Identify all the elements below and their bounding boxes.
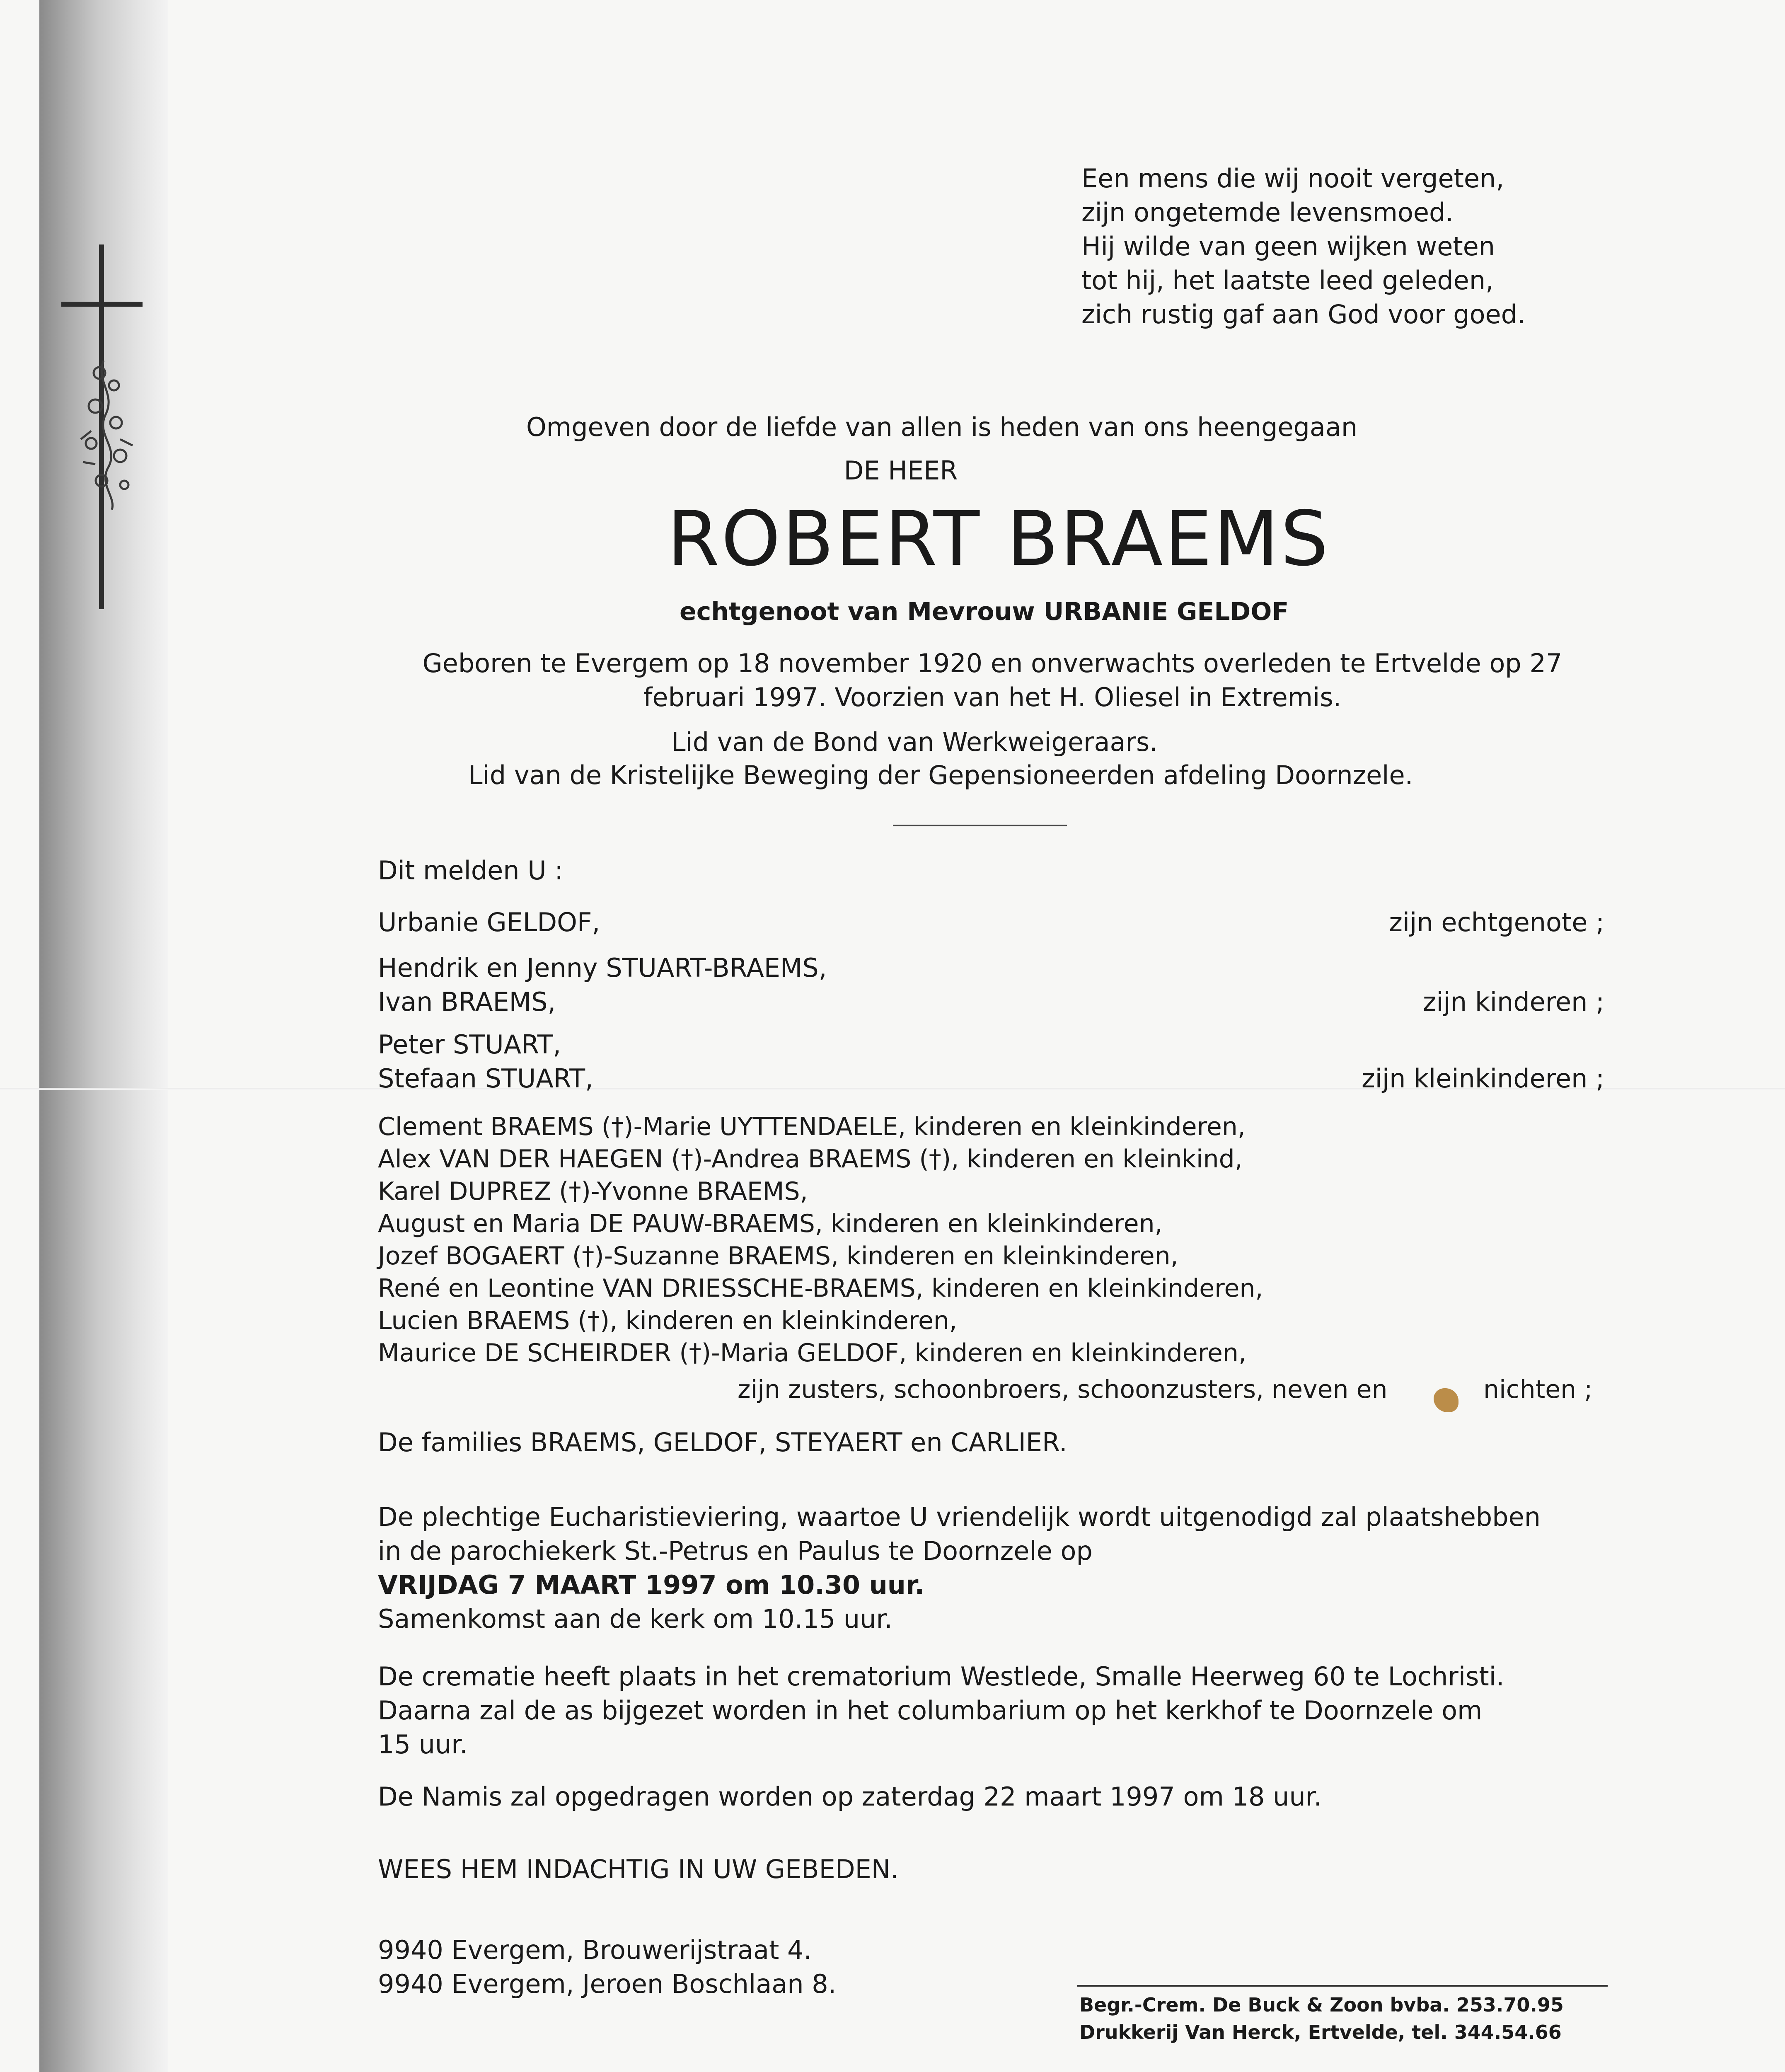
service-line: in de parochiekerk St.-Petrus en Paulus te Doornzele op xyxy=(378,1536,1093,1566)
divider xyxy=(893,825,1067,826)
relative-name: Hendrik en Jenny STUART-BRAEMS, xyxy=(378,953,827,983)
relation-label-end: nichten ; xyxy=(1483,1375,1593,1404)
spouse-line: echtgenoot van Mevrouw URBANIE GELDOF xyxy=(680,597,1289,626)
birth-death-details: Geboren te Evergem op 18 november 1920 en onverwachts overleden te Ertvelde op 27 februari 1997. Voorzien van het H. Oliesel in Extremis. xyxy=(422,648,1562,712)
address-line: 9940 Evergem, Brouwerijstraat 4. xyxy=(378,1935,812,1965)
notify-heading-text: Dit melden U : xyxy=(378,855,564,886)
printer-line: Drukkerij Van Herck, Ertvelde, tel. 344.54.66 xyxy=(1079,2021,1562,2043)
address-line: 9940 Evergem, Jeroen Boschlaan 8. xyxy=(378,1969,837,1999)
list-item: Maurice DE SCHEIRDER (†)-Maria GELDOF, kinderen en kleinkinderen, xyxy=(378,1339,1247,1368)
poem-line: Een mens die wij nooit vergeten, xyxy=(1081,163,1504,194)
flower-garland-icon xyxy=(66,356,149,514)
notify-heading xyxy=(378,854,1604,888)
honorific: DE HEER xyxy=(844,455,958,486)
relation-label: zijn echtgenote ; xyxy=(1389,907,1604,937)
membership-line: Lid van de Kristelijke Beweging der Gepensioneerden afdeling Doornzele. xyxy=(468,760,1413,790)
list-item: Lucien BRAEMS (†), kinderen en kleinkinderen, xyxy=(378,1306,957,1335)
cremation-line: Daarna zal de as bijgezet worden in het columbarium op het kerkhof te Doornzele om xyxy=(378,1695,1483,1726)
service-date: VRIJDAG 7 MAART 1997 om 10.30 uur. xyxy=(378,1570,925,1600)
relative-row xyxy=(378,1028,1604,1096)
namis-line xyxy=(378,1780,1604,1814)
list-item: Clement BRAEMS (†)-Marie UYTTENDAELE, kinderen en kleinkinderen, xyxy=(378,1112,1246,1141)
relation-label: zijn zusters, schoonbroers, schoonzusters, neven en xyxy=(738,1375,1388,1404)
relative-name: Urbanie GELDOF, xyxy=(378,907,600,937)
list-item: René en Leontine VAN DRIESSCHE-BRAEMS, kinderen en kleinkinderen, xyxy=(378,1274,1263,1303)
list-item: Karel DUPREZ (†)-Yvonne BRAEMS, xyxy=(378,1177,808,1206)
prayer-line xyxy=(378,1852,1604,1886)
poem-line: Hij wilde van geen wijken weten xyxy=(1081,231,1495,261)
printer-line: Begr.-Crem. De Buck & Zoon bvba. 253.70.95 xyxy=(1079,1994,1564,2016)
families-line xyxy=(378,1426,1604,1460)
list-item: Jozef BOGAERT (†)-Suzanne BRAEMS, kinderen en kleinkinderen, xyxy=(378,1242,1178,1271)
relation-label: zijn kinderen ; xyxy=(1422,987,1604,1017)
printer-credits xyxy=(1079,1991,1564,2046)
relative-row xyxy=(378,905,1604,939)
service-gathering: Samenkomst aan de kerk om 10.15 uur. xyxy=(378,1604,892,1634)
paper-stain xyxy=(1434,1388,1458,1412)
relation-label: zijn kleinkinderen ; xyxy=(1362,1063,1604,1094)
poem-line: zich rustig gaf aan God voor goed. xyxy=(1081,299,1526,329)
relative-name: Ivan BRAEMS, xyxy=(378,987,556,1017)
announcement-intro: Omgeven door de liefde van allen is heden van ons heengegaan xyxy=(526,412,1358,442)
prayer-text: WEES HEM INDACHTIG IN UW GEBEDEN. xyxy=(378,1854,899,1884)
poem-line: zijn ongetemde levensmoed. xyxy=(1081,197,1454,228)
relative-row xyxy=(378,951,1604,1019)
namis-text: De Namis zal opgedragen worden op zaterdag 22 maart 1997 om 18 uur. xyxy=(378,1782,1322,1812)
footer-divider xyxy=(1077,1985,1608,1987)
relative-name: Peter STUART, xyxy=(378,1029,561,1060)
cremation-line: De crematie heeft plaats in het crematorium Westlede, Smalle Heerweg 60 te Lochristi. xyxy=(378,1661,1504,1692)
list-item: August en Maria DE PAUW-BRAEMS, kinderen en kleinkinderen, xyxy=(378,1209,1163,1238)
membership-line: Lid van de Bond van Werkweigeraars. xyxy=(671,727,1158,757)
siblings-list xyxy=(378,1111,1263,1369)
poem-line: tot hij, het laatste leed geleden, xyxy=(1081,265,1494,295)
service-line: De plechtige Eucharistieviering, waartoe U vriendelijk wordt uitgenodigd zal plaatshebben xyxy=(378,1502,1541,1532)
families-text: De families BRAEMS, GELDOF, STEYAERT en CARLIER. xyxy=(378,1427,1067,1457)
cremation-block xyxy=(378,1660,1604,1762)
list-item: Alex VAN DER HAEGEN (†)-Andrea BRAEMS (†), kinderen en kleinkind, xyxy=(378,1145,1243,1174)
cross-icon-bar xyxy=(61,302,143,307)
memorial-poem xyxy=(1081,162,1526,332)
relative-name: Stefaan STUART, xyxy=(378,1063,593,1094)
service-block xyxy=(378,1500,1604,1636)
deceased-name: ROBERT BRAEMS xyxy=(667,495,1330,583)
cremation-line: 15 uur. xyxy=(378,1729,468,1760)
